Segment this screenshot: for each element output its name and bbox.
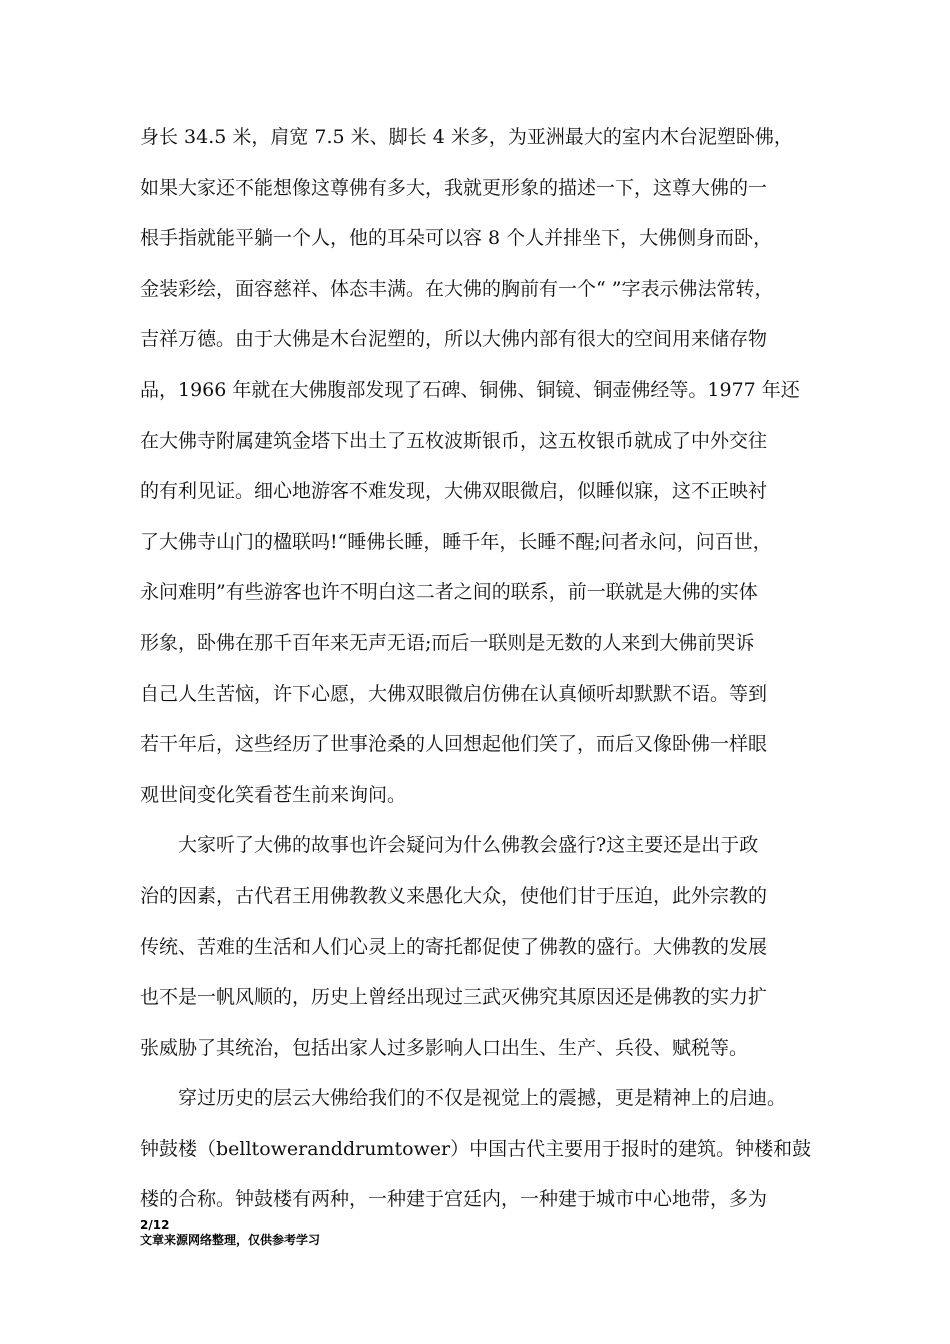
text-line: 在大佛寺附属建筑金塔下出土了五枚波斯银币，这五枚银币就成了中外交往 bbox=[140, 429, 768, 452]
text-line: 钟鼓楼（belltoweranddrumtower）中国古代主要用于报时的建筑。钟楼和鼓 bbox=[140, 1137, 812, 1160]
text-line: 楼的合称。钟鼓楼有两种，一种建于宫廷内，一种建于城市中心地带，多为 bbox=[140, 1188, 768, 1211]
text-line: 自己人生苦恼，许下心愿，大佛双眼微启仿佛在认真倾听却默默不语。等到 bbox=[140, 682, 768, 705]
text-line: 品，1966 年就在大佛腹部发现了石碑、铜佛、铜镜、铜壶佛经等。1977 年还 bbox=[140, 378, 800, 401]
text-line: 张威胁了其统治，包括出家人过多影响人口出生、生产、兵役、赋税等。 bbox=[140, 1036, 749, 1059]
text-line: 了大佛寺山门的楹联吗!“睡佛长睡，睡千年，长睡不醒;问者永问，问百世， bbox=[140, 530, 772, 553]
text-line: 观世间变化笑看苍生前来询问。 bbox=[140, 783, 407, 806]
text-line: 大家听了大佛的故事也许会疑问为什么佛教会盛行?这主要还是出于政 bbox=[140, 834, 759, 857]
text-line: 传统、苦难的生活和人们心灵上的寄托都促使了佛教的盛行。大佛教的发展 bbox=[140, 935, 768, 958]
text-line: 金装彩绘，面容慈祥、体态丰满。在大佛的胸前有一个“ ”字表示佛法常转， bbox=[140, 277, 774, 300]
source-note: 文章来源网络整理，仅供参考学习 bbox=[140, 1233, 321, 1247]
text-line: 穿过历史的层云大佛给我们的不仅是视觉上的震撼，更是精神上的启迪。 bbox=[140, 1087, 787, 1110]
body-text bbox=[140, 112, 832, 1225]
text-line: 身长 34.5 米，肩宽 7.5 米、脚长 4 米多，为亚洲最大的室内木台泥塑卧佛， bbox=[140, 126, 793, 148]
text-line: 永问难明”有些游客也许不明白这二者之间的联系，前一联就是大佛的实体 bbox=[140, 581, 758, 604]
text-line: 如果大家还不能想像这尊佛有多大，我就更形象的描述一下，这尊大佛的一 bbox=[140, 176, 768, 199]
text-line: 也不是一帆风顺的，历史上曾经出现过三武灭佛究其原因还是佛教的实力扩 bbox=[140, 986, 768, 1009]
text-line: 形象，卧佛在那千百年来无声无语;而后一联则是无数的人来到大佛前哭诉 bbox=[140, 631, 755, 654]
text-line: 根手指就能平躺一个人，他的耳朵可以容 8 个人并排坐下，大佛侧身而卧， bbox=[140, 227, 773, 250]
text-line: 吉祥万德。由于大佛是木台泥塑的，所以大佛内部有很大的空间用来储存物 bbox=[140, 328, 768, 351]
text-line: 的有利见证。细心地游客不难发现，大佛双眼微启，似睡似寐，这不正映衬 bbox=[140, 480, 768, 503]
page-number: 2/12 bbox=[140, 1218, 170, 1232]
page-footer bbox=[140, 1218, 320, 1248]
text-line: 治的因素，古代君王用佛教教义来愚化大众，使他们甘于压迫，此外宗教的 bbox=[140, 884, 768, 907]
text-line: 若干年后，这些经历了世事沧桑的人回想起他们笑了，而后又像卧佛一样眼 bbox=[140, 733, 768, 756]
